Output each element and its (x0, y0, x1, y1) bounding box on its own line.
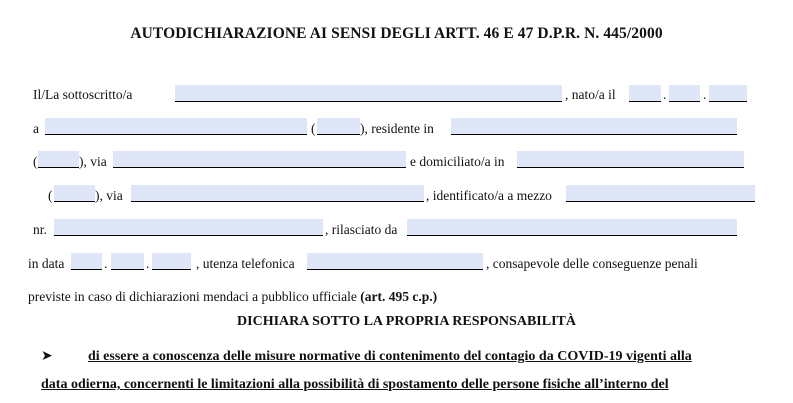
nome-field[interactable] (175, 85, 562, 102)
date-dot: . (146, 256, 150, 271)
label-in-data: in data (28, 256, 65, 271)
nato-giorno-field[interactable] (629, 85, 661, 102)
section-heading: DICHIARA SOTTO LA PROPRIA RESPONSABILITÀ (237, 314, 576, 329)
label-via: ), via (79, 154, 107, 169)
bullet-text-line-1: di essere a conoscenza delle misure normative di contenimento del contagio da COVID-19 vigenti alla (88, 349, 692, 364)
label-rilasciato: , rilasciato da (325, 222, 398, 237)
prov-residenza-field[interactable] (38, 151, 79, 168)
label-nato: , nato/a il (565, 87, 616, 102)
data-giorno-field[interactable] (71, 253, 102, 270)
paren-open: ( (48, 188, 53, 203)
comune-residenza-field[interactable] (451, 118, 737, 135)
label-consapevole: , consapevole delle conseguenze penali (486, 256, 698, 271)
date-dot: . (663, 87, 667, 102)
prov-nascita-field[interactable] (317, 118, 360, 135)
label-domiciliato: e domiciliato/a in (410, 154, 505, 169)
label-art-495: (art. 495 c.p.) (360, 289, 438, 304)
label-sottoscritto: Il/La sottoscritto/a (33, 87, 133, 102)
comune-domicilio-field[interactable] (517, 151, 744, 168)
label-identificato: , identificato/a a mezzo (426, 188, 552, 203)
label-a: a (33, 121, 39, 136)
paren-open: ( (33, 154, 38, 169)
via-domicilio-field[interactable] (131, 185, 424, 202)
telefono-field[interactable] (307, 253, 483, 270)
label-residente: ), residente in (360, 121, 434, 136)
prov-domicilio-field[interactable] (54, 185, 95, 202)
label-utenza: , utenza telefonica (196, 256, 295, 271)
document-title: AUTODICHIARAZIONE AI SENSI DEGLI ARTT. 46 E 47 D.P.R. N. 445/2000 (130, 25, 663, 42)
data-mese-field[interactable] (111, 253, 144, 270)
data-anno-field[interactable] (152, 253, 191, 270)
luogo-nascita-field[interactable] (45, 118, 307, 135)
via-residenza-field[interactable] (113, 151, 406, 168)
rilasciato-da-field[interactable] (407, 219, 737, 236)
documento-field[interactable] (566, 185, 755, 202)
paren-open: ( (311, 121, 316, 136)
nato-anno-field[interactable] (709, 85, 747, 102)
date-dot: . (703, 87, 707, 102)
date-dot: . (104, 256, 108, 271)
bullet-text-line-2: data odierna, concernenti le limitazioni alla possibilità di spostamento delle persone fisiche all’interno del (41, 377, 669, 392)
nato-mese-field[interactable] (669, 85, 700, 102)
numero-documento-field[interactable] (54, 219, 323, 236)
label-nr: nr. (33, 222, 47, 237)
arrow-bullet-icon: ➤ (41, 349, 53, 364)
label-previste: previste in caso di dichiarazioni mendaci a pubblico ufficiale (28, 289, 361, 304)
previste-line (28, 289, 437, 305)
label-via: ), via (95, 188, 123, 203)
